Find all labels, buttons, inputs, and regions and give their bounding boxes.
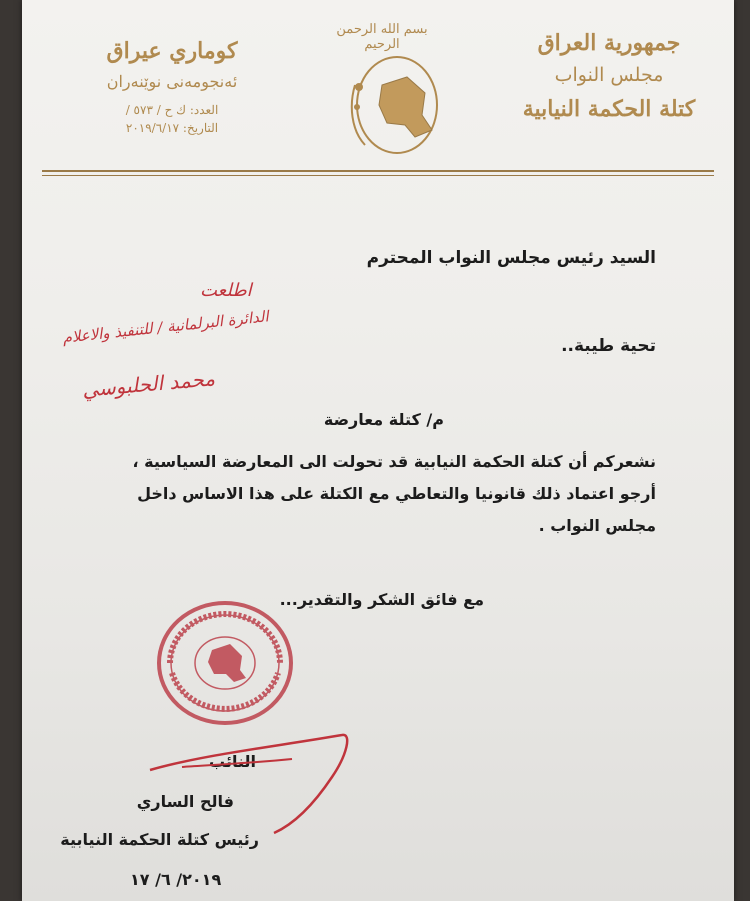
closing: مع فائق الشكر والتقدير...	[279, 590, 484, 609]
letterhead-left	[72, 38, 272, 135]
letter-page	[22, 0, 734, 901]
letterhead-right	[504, 30, 714, 122]
official-stamp-icon	[150, 598, 300, 728]
addressee: السيد رئيس مجلس النواب المحترم	[366, 248, 656, 268]
basmala: بسم الله الرحمن الرحيم	[336, 22, 428, 52]
header-rule-thin	[42, 175, 714, 176]
signer-name: فالح الساري	[136, 792, 234, 811]
letterhead-kurdish-country: كوماري عيراق	[106, 38, 238, 64]
annotation-line-2: الدائرة البرلمانية / للتنفيذ والاعلام	[61, 307, 270, 347]
annotation-line-3: محمد الحلبوسي	[81, 366, 216, 402]
reference-date: التاريخ: ٢٠١٩/٦/١٧	[125, 121, 219, 135]
signer-title: النائب	[209, 752, 256, 771]
header-rule	[42, 170, 714, 172]
paragraph-line-2: أرجو اعتماد ذلك قانونيا والتعاطي مع الكتلة على هذا الاساس داخل	[137, 484, 656, 503]
reference-number: العدد: ك ح / ٥٧٣ /	[125, 103, 219, 117]
subject: م/ كتلة معارضة	[323, 410, 444, 429]
letter-date: ٢٠١٩/ ٦/ ١٧	[130, 870, 222, 889]
handwritten-signature-icon	[142, 715, 362, 835]
letterhead-council: مجلس النواب	[554, 64, 664, 86]
letterhead-country: جمهورية العراق	[537, 30, 681, 56]
letterhead-bloc: كتلة الحكمة النيابية	[522, 96, 696, 122]
iraq-emblem-icon	[337, 45, 447, 160]
paragraph-line-1: نشعركم أن كتلة الحكمة النيابية قد تحولت الى المعارضة السياسية ،	[132, 452, 656, 471]
paragraph-line-3: مجلس النواب .	[538, 516, 656, 535]
signer-position: رئيس كتلة الحكمة النيابية	[60, 830, 259, 849]
letterhead-kurdish-council: ئەنجومەنی نوێنەران	[106, 72, 238, 91]
annotation-line-1: اطلعت	[200, 280, 252, 301]
greeting: تحية طيبة..	[561, 336, 656, 356]
